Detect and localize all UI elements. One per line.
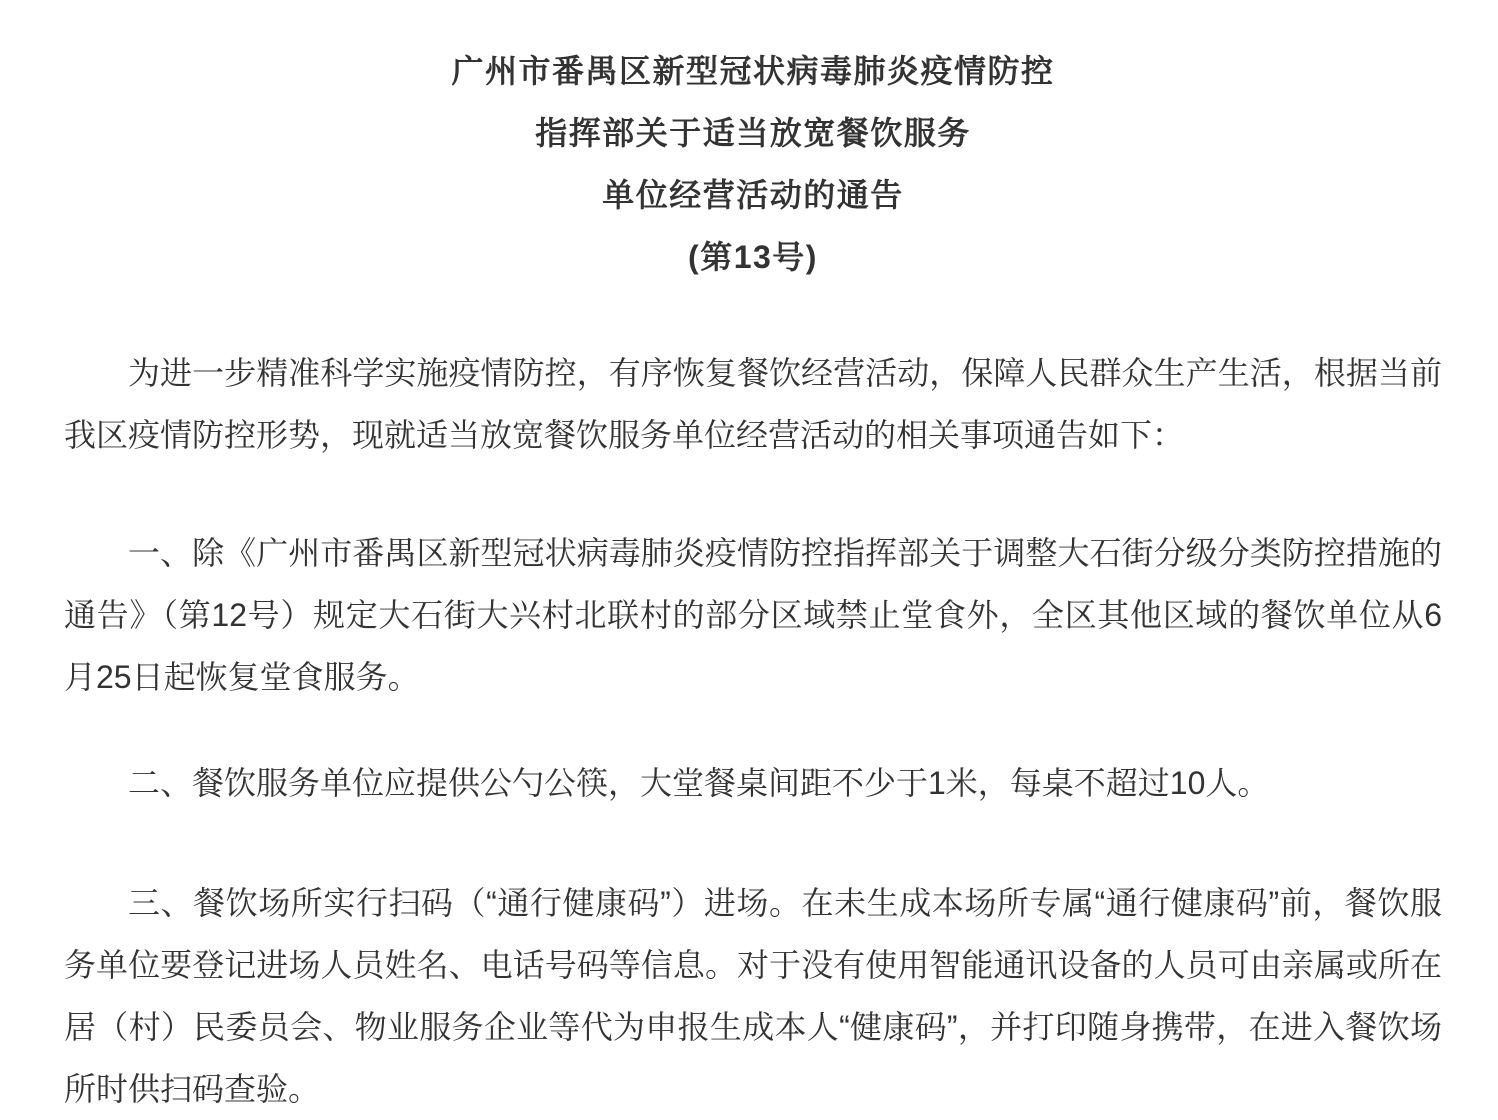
notice-paragraph-item-2: 二、餐饮服务单位应提供公勺公筷，大堂餐桌间距不少于1米，每桌不超过10人。 xyxy=(128,765,1270,801)
notice-title-line-3: 单位经营活动的通告 xyxy=(602,177,904,213)
notice-paragraph-item-1: 一、除《广州市番禺区新型冠状病毒肺炎疫情防控指挥部关于调整大石街分级分类防控措施的通告》（第12号）规定大石街大兴村北联村的部分区域禁止堂食外，全区其他区域的餐饮单位从6月25日起恢复堂食服务。 xyxy=(64,535,1442,695)
notice-paragraph-item-3: 三、餐饮场所实行扫码（“通行健康码”）进场。在未生成本场所专属“通行健康码”前，餐饮服务单位要登记进场人员姓名、电话号码等信息。对于没有使用智能通讯设备的人员可由亲属或所在居（村）民委员会、物业服务企业等代为申报生成本人“健康码”，并打印随身携带，在进入餐饮场所时供扫码查验。 xyxy=(64,885,1442,1107)
notice-title-line-2: 指挥部关于适当放宽餐饮服务 xyxy=(535,115,971,151)
notice-title xyxy=(64,40,1442,288)
notice-paragraph-intro: 为进一步精准科学实施疫情防控，有序恢复餐饮经营活动，保障人民群众生产生活，根据当前我区疫情防控形势，现就适当放宽餐饮服务单位经营活动的相关事项通告如下： xyxy=(64,355,1442,453)
notice-title-number: (第13号) xyxy=(688,239,818,275)
notice-title-line-1: 广州市番禺区新型冠状病毒肺炎疫情防控 xyxy=(451,53,1055,89)
